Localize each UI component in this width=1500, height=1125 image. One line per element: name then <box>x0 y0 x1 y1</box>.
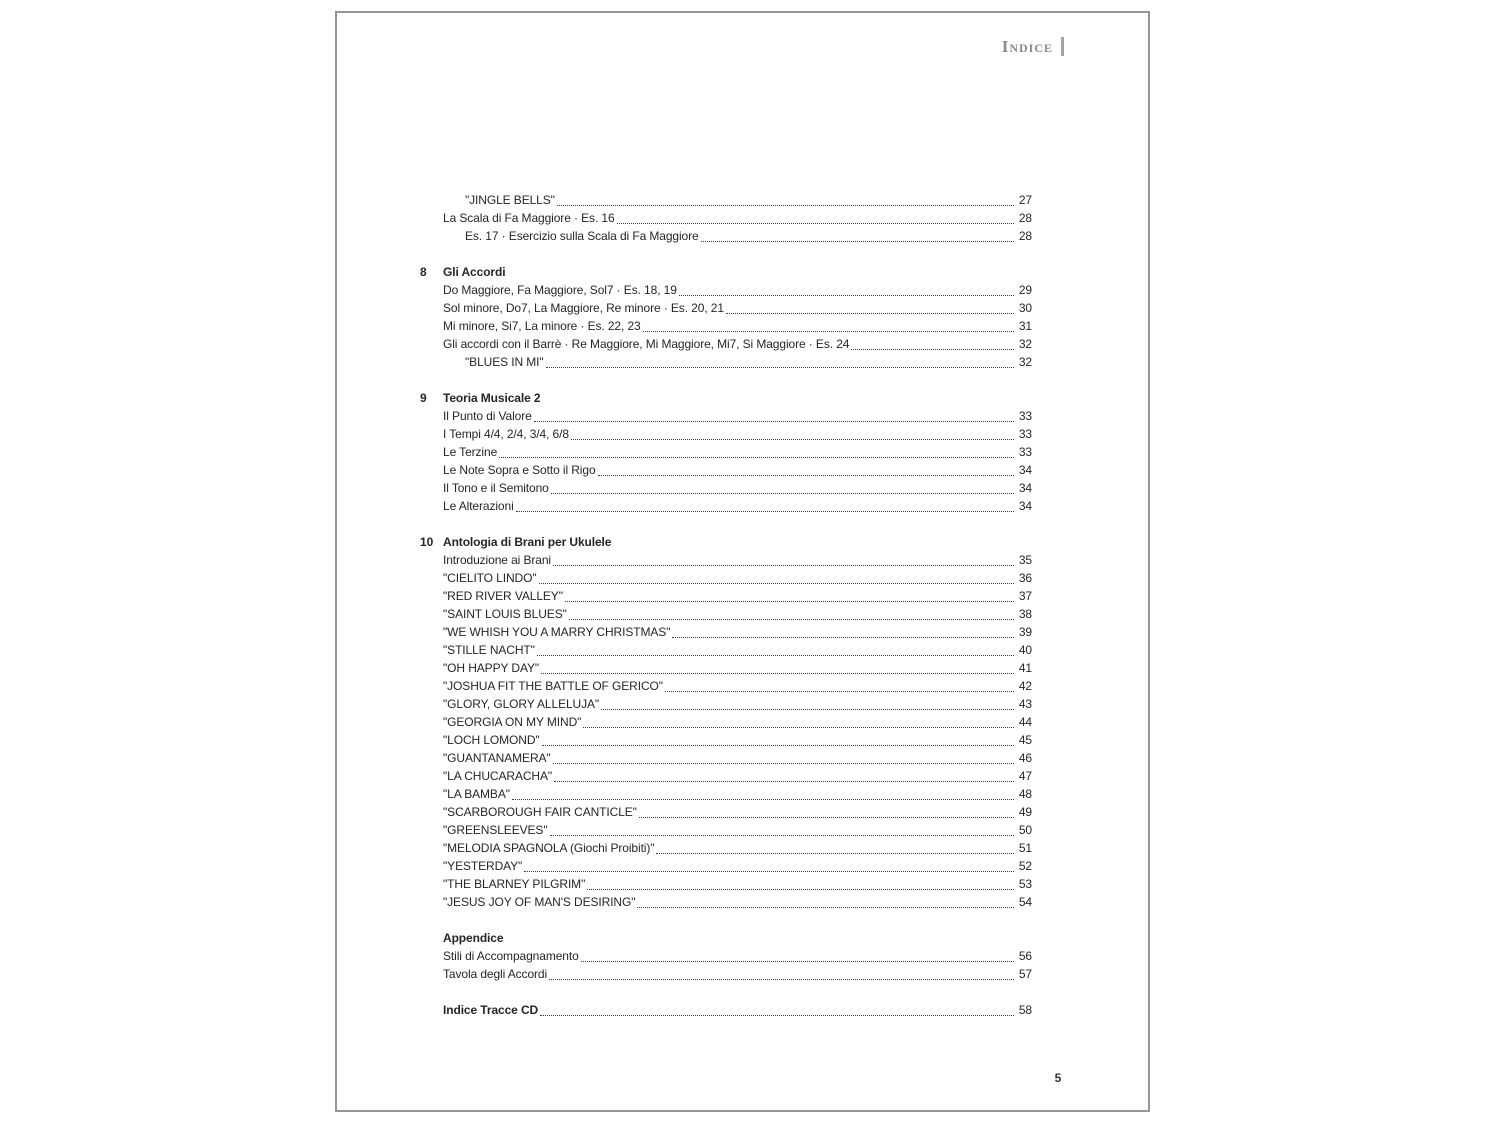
header-divider-bar <box>1061 37 1064 56</box>
dot-leader <box>551 493 1014 494</box>
toc-entry-label: "RED RIVER VALLEY" <box>443 589 563 603</box>
section-title: Appendice <box>443 931 504 945</box>
toc-page-number: 34 <box>1018 481 1032 495</box>
dot-leader <box>672 637 1014 638</box>
toc-page-number: 50 <box>1018 823 1032 837</box>
toc-entry-label: Le Alterazioni <box>443 499 514 513</box>
toc-page-number: 44 <box>1018 715 1032 729</box>
toc-entry <box>443 551 1032 569</box>
toc-entry <box>443 299 1032 317</box>
toc-section <box>420 533 1032 911</box>
toc-entry <box>443 479 1032 497</box>
dot-leader <box>701 241 1014 242</box>
toc-section-heading <box>443 1001 1032 1019</box>
toc-entry <box>443 947 1032 965</box>
toc-page-number: 40 <box>1018 643 1032 657</box>
dot-leader <box>550 835 1015 836</box>
toc-entry <box>443 587 1032 605</box>
toc-entry <box>443 443 1032 461</box>
toc-page-number: 32 <box>1018 355 1032 369</box>
toc-page-number: 36 <box>1018 571 1032 585</box>
toc-entry <box>443 569 1032 587</box>
toc-page-number: 51 <box>1018 841 1032 855</box>
toc-page-number: 53 <box>1018 877 1032 891</box>
toc-entry <box>443 281 1032 299</box>
toc-entry <box>443 335 1032 353</box>
toc-entry-label: "STILLE NACHT" <box>443 643 535 657</box>
toc-entry <box>443 425 1032 443</box>
toc-page-number: 34 <box>1018 499 1032 513</box>
toc-page-number: 45 <box>1018 733 1032 747</box>
dot-leader <box>537 655 1014 656</box>
toc-entry-label: "GREENSLEEVES" <box>443 823 548 837</box>
toc-entry-label: Sol minore, Do7, La Maggiore, Re minore · Es. 20, 21 <box>443 301 724 315</box>
toc-entry-label: La Scala di Fa Maggiore · Es. 16 <box>443 211 615 225</box>
dot-leader <box>554 781 1014 782</box>
toc-page-number: 32 <box>1018 337 1032 351</box>
section-title: Indice Tracce CD <box>443 1003 539 1017</box>
dot-leader <box>617 223 1014 224</box>
dot-leader <box>569 619 1014 620</box>
toc-entry <box>443 317 1032 335</box>
toc-entry <box>443 893 1032 911</box>
toc-entry-label: "YESTERDAY" <box>443 859 523 873</box>
toc-entry-label: "GLORY, GLORY ALLELUJA" <box>443 697 600 711</box>
toc-entry-label: "CIELITO LINDO" <box>443 571 537 585</box>
toc-entry <box>465 227 1032 245</box>
toc-section-heading <box>443 929 1032 947</box>
toc-page-number: 28 <box>1018 229 1032 243</box>
toc-entry-label: "LA CHUCARACHA" <box>443 769 553 783</box>
toc-section-heading <box>420 533 1032 551</box>
toc-page-number: 29 <box>1018 283 1032 297</box>
section-number: 8 <box>420 265 427 279</box>
dot-leader <box>851 349 1014 350</box>
toc-entry-label: Do Maggiore, Fa Maggiore, Sol7 · Es. 18, 19 <box>443 283 677 297</box>
toc-entry <box>443 407 1032 425</box>
toc-entry <box>443 641 1032 659</box>
toc-page-number: 30 <box>1018 301 1032 315</box>
toc-entry-label: "MELODIA SPAGNOLA (Giochi Proibiti)" <box>443 841 655 855</box>
toc-entry-label: Gli accordi con il Barrè · Re Maggiore, Mi Maggiore, Mi7, Si Maggiore · Es. 24 <box>443 337 850 351</box>
toc-entry <box>443 749 1032 767</box>
toc-entry-label: Le Note Sopra e Sotto il Rigo <box>443 463 596 477</box>
section-title: Gli Accordi <box>443 265 506 279</box>
toc-page-number: 34 <box>1018 463 1032 477</box>
toc-section-heading <box>420 389 1032 407</box>
toc-page-number: 42 <box>1018 679 1032 693</box>
document-page <box>335 11 1150 1112</box>
toc-page-number: 33 <box>1018 427 1032 441</box>
toc-entry-label: "GUANTANAMERA" <box>443 751 551 765</box>
dot-leader <box>656 853 1014 854</box>
toc-page-number: 33 <box>1018 409 1032 423</box>
toc-entry-label: "WE WHISH YOU A MARRY CHRISTMAS" <box>443 625 671 639</box>
dot-leader <box>557 205 1014 206</box>
toc-entry <box>465 191 1032 209</box>
dot-leader <box>553 565 1014 566</box>
dot-leader <box>583 727 1014 728</box>
toc-page-number: 37 <box>1018 589 1032 603</box>
toc-page-number: 48 <box>1018 787 1032 801</box>
section-number: 9 <box>420 391 427 405</box>
toc-page-number: 35 <box>1018 553 1032 567</box>
dot-leader <box>643 331 1014 332</box>
dot-leader <box>587 889 1014 890</box>
toc-entry <box>443 965 1032 983</box>
toc-entry-label: I Tempi 4/4, 2/4, 3/4, 6/8 <box>443 427 569 441</box>
dot-leader <box>541 673 1014 674</box>
toc-entry <box>443 461 1032 479</box>
page-title: Indice <box>1001 37 1053 56</box>
toc-entry-label: "THE BLARNEY PILGRIM" <box>443 877 586 891</box>
toc-entry <box>443 857 1032 875</box>
toc-entry-label: "LA BAMBA" <box>443 787 510 801</box>
toc-page-number: 58 <box>1018 1003 1032 1017</box>
toc-entry <box>443 821 1032 839</box>
dot-leader <box>512 799 1014 800</box>
toc-page-number: 54 <box>1018 895 1032 909</box>
toc-entry <box>443 677 1032 695</box>
toc-entry-label: "SCARBOROUGH FAIR CANTICLE" <box>443 805 637 819</box>
toc-entry <box>465 353 1032 371</box>
page-header <box>1002 37 1064 57</box>
dot-leader <box>571 439 1014 440</box>
dot-leader <box>539 583 1015 584</box>
toc-entry <box>443 209 1032 227</box>
dot-leader <box>553 763 1014 764</box>
toc-page-number: 47 <box>1018 769 1032 783</box>
dot-leader <box>639 817 1014 818</box>
dot-leader <box>534 421 1014 422</box>
toc-page-number: 41 <box>1018 661 1032 675</box>
toc-entry-label: "BLUES IN MI" <box>465 355 544 369</box>
dot-leader <box>546 367 1014 368</box>
dot-leader <box>726 313 1014 314</box>
toc-page-number: 46 <box>1018 751 1032 765</box>
toc-entry-label: Il Tono e il Semitono <box>443 481 549 495</box>
toc-entry-label: "JINGLE BELLS" <box>465 193 555 207</box>
page-number: 5 <box>1054 1071 1062 1085</box>
toc-section <box>420 191 1032 245</box>
toc-page-number: 31 <box>1018 319 1032 333</box>
toc-page-number: 43 <box>1018 697 1032 711</box>
toc-entry <box>443 785 1032 803</box>
dot-leader <box>499 457 1014 458</box>
toc-entry <box>443 623 1032 641</box>
toc-entry <box>443 731 1032 749</box>
toc-section <box>420 1001 1032 1019</box>
toc-entry-label: Le Terzine <box>443 445 498 459</box>
toc-entry-label: "JOSHUA FIT THE BATTLE OF GERICO" <box>443 679 663 693</box>
toc-page-number: 33 <box>1018 445 1032 459</box>
toc-entry <box>443 839 1032 857</box>
dot-leader <box>665 691 1014 692</box>
dot-leader <box>565 601 1014 602</box>
dot-leader <box>601 709 1014 710</box>
toc-section <box>420 929 1032 983</box>
dot-leader <box>679 295 1014 296</box>
toc-entry <box>443 875 1032 893</box>
dot-leader <box>598 475 1014 476</box>
toc-page-number: 57 <box>1018 967 1032 981</box>
toc-entry-label: Tavola degli Accordi <box>443 967 548 981</box>
toc-page-number: 49 <box>1018 805 1032 819</box>
toc-page-number: 52 <box>1018 859 1032 873</box>
toc-entry <box>443 605 1032 623</box>
toc-entry-label: Es. 17 · Esercizio sulla Scala di Fa Maggiore <box>465 229 699 243</box>
toc-entry-label: Introduzione ai Brani <box>443 553 551 567</box>
dot-leader <box>540 1015 1014 1016</box>
toc-entry-label: "SAINT LOUIS BLUES" <box>443 607 567 621</box>
toc-entry-label: "OH HAPPY DAY" <box>443 661 540 675</box>
toc-entry <box>443 497 1032 515</box>
toc-entry-label: "LOCH LOMOND" <box>443 733 540 747</box>
section-number: 10 <box>420 535 434 549</box>
toc-entry-label: Stili di Accompagnamento <box>443 949 579 963</box>
dot-leader <box>524 871 1014 872</box>
toc-page-number: 27 <box>1018 193 1032 207</box>
dot-leader <box>516 511 1014 512</box>
toc-section <box>420 263 1032 371</box>
toc-entry <box>443 659 1032 677</box>
toc-page-number: 28 <box>1018 211 1032 225</box>
dot-leader <box>581 961 1014 962</box>
toc-entry-label: Il Punto di Valore <box>443 409 532 423</box>
toc-entry <box>443 713 1032 731</box>
dot-leader <box>549 979 1014 980</box>
toc-section <box>420 389 1032 515</box>
toc-entry-label: "GEORGIA ON MY MIND" <box>443 715 582 729</box>
dot-leader <box>542 745 1014 746</box>
toc-entry-label: "JESUS JOY OF MAN'S DESIRING" <box>443 895 636 909</box>
table-of-contents <box>420 191 1032 1019</box>
toc-entry <box>443 695 1032 713</box>
section-title: Antologia di Brani per Ukulele <box>443 535 612 549</box>
toc-section-heading <box>420 263 1032 281</box>
dot-leader <box>637 907 1014 908</box>
toc-entry <box>443 803 1032 821</box>
toc-page-number: 56 <box>1018 949 1032 963</box>
toc-page-number: 39 <box>1018 625 1032 639</box>
toc-entry <box>443 767 1032 785</box>
toc-entry-label: Mi minore, Si7, La minore · Es. 22, 23 <box>443 319 641 333</box>
toc-page-number: 38 <box>1018 607 1032 621</box>
section-title: Teoria Musicale 2 <box>443 391 541 405</box>
